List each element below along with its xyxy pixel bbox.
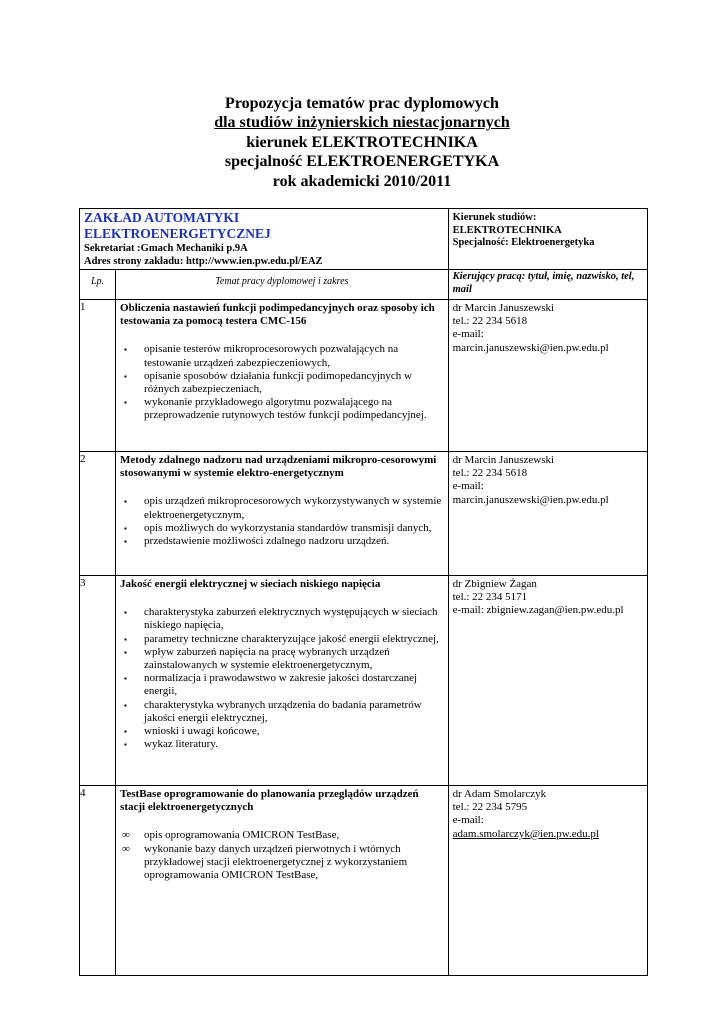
supervisor-email[interactable]: e-mail: zbigniew.zagan@ien.pw.edu.pl	[452, 604, 624, 617]
study-field-label: Kierunek studiów:	[452, 212, 537, 223]
scope-item-text: wnioski i uwagi końcowe,	[144, 725, 260, 738]
scope-item	[120, 738, 445, 751]
scope-item	[120, 672, 445, 698]
scope-item-text: przedstawienie możliwości zdalnego nadzoru urządzeń.	[144, 535, 390, 548]
topic-title: Obliczenia nastawień funkcji podimpedancyjnych oraz sposoby ich testowania za pomocą testera CMC-156	[120, 302, 435, 328]
supervisor-contact: e-mail:	[452, 814, 484, 827]
supervisor-contact: e-mail:	[452, 480, 484, 493]
supervisor-cell	[448, 576, 647, 786]
supervisor-name: dr Marcin Januszewski	[452, 302, 555, 314]
supervisor-email[interactable]: marcin.januszewski@ien.pw.edu.pl	[452, 341, 609, 354]
supervisor-name: dr Adam Smolarczyk	[452, 788, 547, 800]
table-row	[80, 300, 648, 452]
title-line-5: rok akademicki 2010/2011	[272, 172, 452, 190]
department-address: Adres strony zakładu: http://www.ien.pw.edu.pl/EAZ	[84, 256, 323, 267]
scope-item-text: charakterystyka wybranych urządzenia do badania parametrów jakości energii elektrycznej,	[144, 698, 422, 724]
topic-title: Metody zdalnego nadzoru nad urządzeniami mikropro-cesorowymi stosowanymi w systemie elektro-energetycznym	[120, 454, 437, 480]
table-row	[80, 786, 648, 976]
department-name-2: ELEKTROENERGETYCZNEJ	[84, 226, 271, 241]
square-bullet-icon: ▪	[124, 523, 127, 533]
department-header-row	[80, 209, 648, 270]
column-header-row	[80, 270, 648, 300]
scope-item	[120, 522, 445, 535]
scope-item	[120, 633, 445, 646]
supervisor-name: dr Zbigniew Żagan	[452, 578, 537, 590]
supervisor-cell	[448, 452, 647, 576]
topic-title: Jakość energii elektrycznej w sieciach niskiego napięcia	[120, 578, 381, 590]
table-row	[80, 576, 648, 786]
square-bullet-icon: ▪	[124, 647, 127, 657]
column-header-supervisor: Kierujący pracą: tytuł, imię, nazwisko, tel, mail	[448, 270, 647, 300]
specialty: Specjalność: Elektroenergetyka	[452, 237, 595, 248]
square-bullet-icon: ▪	[124, 371, 127, 381]
document-title	[0, 94, 724, 191]
infinity-bullet-icon: ∞	[122, 842, 130, 855]
topic-cell	[116, 300, 449, 452]
supervisor-cell	[448, 786, 647, 976]
supervisor-contact: e-mail:	[452, 328, 484, 341]
title-line-2: dla studiów inżynierskich niestacjonarnych	[214, 114, 510, 132]
department-name-1: ZAKŁAD AUTOMATYKI	[84, 210, 240, 225]
supervisor-contact: tel.: 22 234 5171	[452, 591, 528, 604]
scope-item-text: parametry techniczne charakteryzujące jakość energii elektrycznej,	[144, 632, 439, 645]
square-bullet-icon: ▪	[124, 345, 127, 355]
title-line-1: Propozycja tematów prac dyplomowych	[225, 95, 499, 112]
supervisor-email[interactable]: adam.smolarczyk@ien.pw.edu.pl	[452, 827, 599, 840]
square-bullet-icon: ▪	[124, 740, 127, 750]
supervisor-email[interactable]: marcin.januszewski@ien.pw.edu.pl	[452, 493, 609, 506]
scope-item-text: wykonanie przykładowego algorytmu pozwalającego na przeprowadzenie rutynowych testów funkcji podimpedancyjnej.	[144, 396, 427, 422]
topics-table	[79, 208, 648, 976]
infinity-bullet-icon: ∞	[122, 829, 130, 842]
scope-item	[120, 646, 445, 672]
scope-item	[120, 699, 445, 725]
square-bullet-icon: ▪	[124, 537, 127, 547]
scope-item	[120, 829, 445, 842]
study-info	[448, 209, 647, 270]
scope-item	[120, 396, 445, 422]
scope-item	[120, 535, 445, 548]
scope-item-text: opis urządzeń mikroprocesorowych wykorzystywanych w systemie elektroenergetycznym,	[144, 495, 442, 521]
scope-item	[120, 343, 445, 369]
secretariat: Sekretariat :Gmach Mechaniki p.9A	[84, 243, 248, 254]
scope-item-text: opisanie testerów mikroprocesorowych pozwalających na testowanie urządzeń zabezpieczeniowych,	[144, 343, 399, 369]
square-bullet-icon: ▪	[124, 727, 127, 737]
scope-item	[120, 843, 445, 883]
scope-item-text: wykonanie bazy danych urządzeń pierwotnych i wtórnych przykładowej stacji elektroenergetycznej z wykorzystaniem oprogramowania OMICRON TestBase,	[144, 842, 408, 882]
table-row	[80, 452, 648, 576]
row-number: 3	[80, 576, 116, 786]
scope-item	[120, 495, 445, 521]
title-line-4: specjalność ELEKTROENERGETYKA	[224, 153, 500, 171]
scope-item-text: wpływ zaburzeń napięcia na pracę wybranych urządzeń zainstalowanych w systemie elektroenergetycznym,	[144, 645, 390, 672]
topic-title: TestBase oprogramowanie do planowania przeglądów urządzeń stacji elektroenergetycznych	[120, 788, 419, 814]
scope-item-text: wykaz literatury.	[144, 738, 218, 751]
scope-item-text: opisanie sposobów działania funkcji podimopedancyjnych w różnych zabezpieczeniach,	[144, 369, 412, 396]
scope-item-text: charakterystyka zaburzeń elektrycznych występujących w sieciach niskiego napięcia,	[144, 606, 438, 632]
row-number: 4	[80, 786, 116, 976]
scope-list	[120, 606, 445, 751]
scope-item-text: opis oprogramowania OMICRON TestBase,	[144, 829, 340, 842]
square-bullet-icon: ▪	[124, 398, 127, 408]
column-header-topic: Temat pracy dyplomowej i zakres	[116, 270, 449, 300]
square-bullet-icon: ▪	[124, 700, 127, 710]
supervisor-name: dr Marcin Januszewski	[452, 454, 555, 466]
scope-item	[120, 606, 445, 632]
supervisor-contact: tel.: 22 234 5618	[452, 467, 528, 480]
row-number: 2	[80, 452, 116, 576]
square-bullet-icon: ▪	[124, 497, 127, 507]
square-bullet-icon: ▪	[124, 608, 127, 618]
title-line-3: kierunek ELEKTROTECHNIKA	[246, 133, 478, 151]
topic-cell	[116, 576, 449, 786]
scope-list	[120, 343, 445, 422]
scope-item-text: opis możliwych do wykorzystania standardów transmisji danych,	[144, 521, 432, 534]
scope-list	[120, 829, 445, 882]
row-number: 1	[80, 300, 116, 452]
study-field-value: ELEKTROTECHNIKA	[452, 224, 562, 236]
supervisor-contact: tel.: 22 234 5795	[452, 801, 528, 814]
supervisor-contact: tel.: 22 234 5618	[452, 315, 528, 328]
department-info	[80, 209, 449, 270]
scope-item	[120, 725, 445, 738]
topic-cell	[116, 786, 449, 976]
scope-list	[120, 495, 445, 548]
square-bullet-icon: ▪	[124, 634, 127, 644]
topic-cell	[116, 452, 449, 576]
column-header-lp: Lp.	[80, 270, 116, 300]
square-bullet-icon: ▪	[124, 674, 127, 684]
scope-item	[120, 370, 445, 396]
scope-item-text: normalizacja i prawodawstwo w zakresie jakości dostarczanej energii,	[144, 672, 418, 698]
supervisor-cell	[448, 300, 647, 452]
